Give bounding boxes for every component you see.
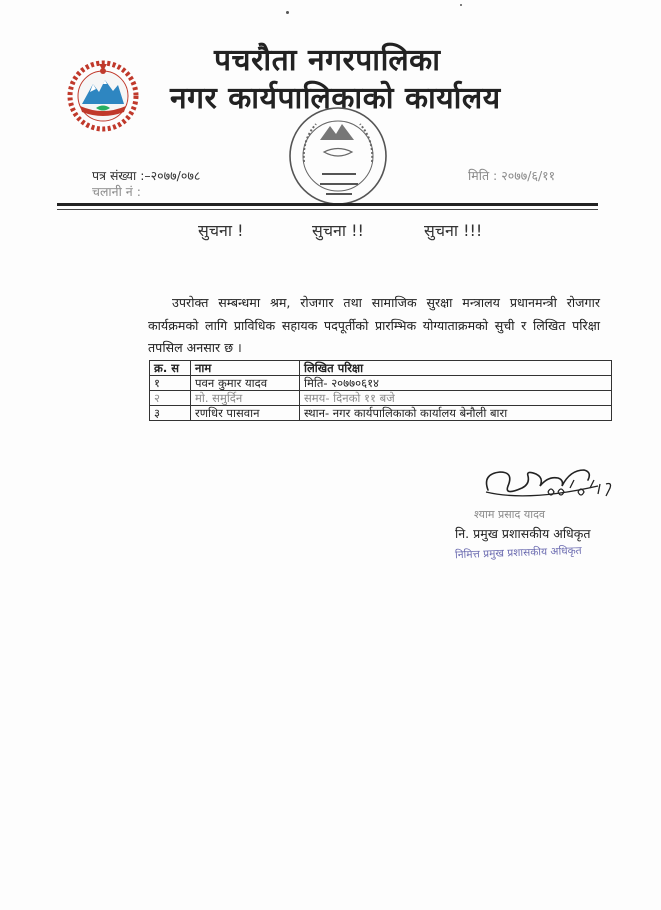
col-header-serial: क्र. स (150, 361, 191, 376)
table-row (150, 391, 612, 406)
handwritten-signature (478, 450, 618, 514)
reference-value: २०७७/०७८ (150, 168, 201, 183)
date-value: २०७७/६/११ (501, 168, 556, 183)
dispatch-number-label: चलानी नं : (92, 184, 141, 199)
table-header-row (150, 361, 612, 376)
cell-serial: १ (150, 376, 191, 391)
exam-schedule-table (149, 360, 612, 421)
scan-speck (286, 11, 289, 14)
office-stamp (282, 100, 394, 212)
cell-name: पवन कुमार यादव (191, 376, 300, 391)
cell-exam-info: समय- दिनको ११ बजे (300, 391, 612, 406)
org-name: पचरौता नगरपालिका (214, 43, 441, 78)
cell-exam-info: मिति- २०७७०६१४ (300, 376, 612, 391)
signatory-name: श्याम प्रसाद यादव (474, 508, 546, 521)
cell-name: रणधिर पासवान (191, 406, 300, 421)
letter-date (468, 167, 555, 184)
reference-number (92, 167, 200, 184)
notice-body: उपरोक्त सम्बन्धमा श्रम, रोजगार तथा सामाजिक सुरक्षा मन्त्रालय प्रधानमन्त्री रोजगार कार्यक्रमको लागि प्राविधिक सहायक पदपूर्तीको प्रारम्भिक योग्याताक्रमको सुची र लिखित परिक्षा तपसिल अनसार छ । (148, 295, 600, 355)
cell-exam-info: स्थान- नगर कार्यपालिकाको कार्यालय बेनौली बारा (300, 406, 612, 421)
header-divider-thin (57, 209, 598, 210)
government-emblem-icon (66, 58, 140, 132)
signatory-title: नि. प्रमुख प्रशासकीय अधिकृत (455, 526, 591, 541)
date-label: मिति : (468, 168, 498, 183)
cell-name: मो. समुर्दिन (191, 391, 300, 406)
notice-heading-2: सुचना !! (312, 221, 364, 240)
col-header-name: नाम (191, 361, 300, 376)
notice-heading-3: सुचना !!! (424, 221, 483, 240)
cell-serial: ३ (150, 406, 191, 421)
reference-label: पत्र संख्या :– (92, 168, 151, 183)
signatory-stamp: निमित्त प्रमुख प्रशासकीय अधिकृत (454, 544, 582, 562)
table-row (150, 406, 612, 421)
col-header-exam: लिखित परिक्षा (300, 361, 612, 376)
office-name: नगर कार्यपालिकाको कार्यालय (170, 81, 501, 116)
notice-heading-1: सुचना ! (198, 221, 244, 240)
scan-speck (460, 4, 462, 6)
table-row (150, 376, 612, 391)
cell-serial: २ (150, 391, 191, 406)
header-divider (57, 203, 598, 206)
